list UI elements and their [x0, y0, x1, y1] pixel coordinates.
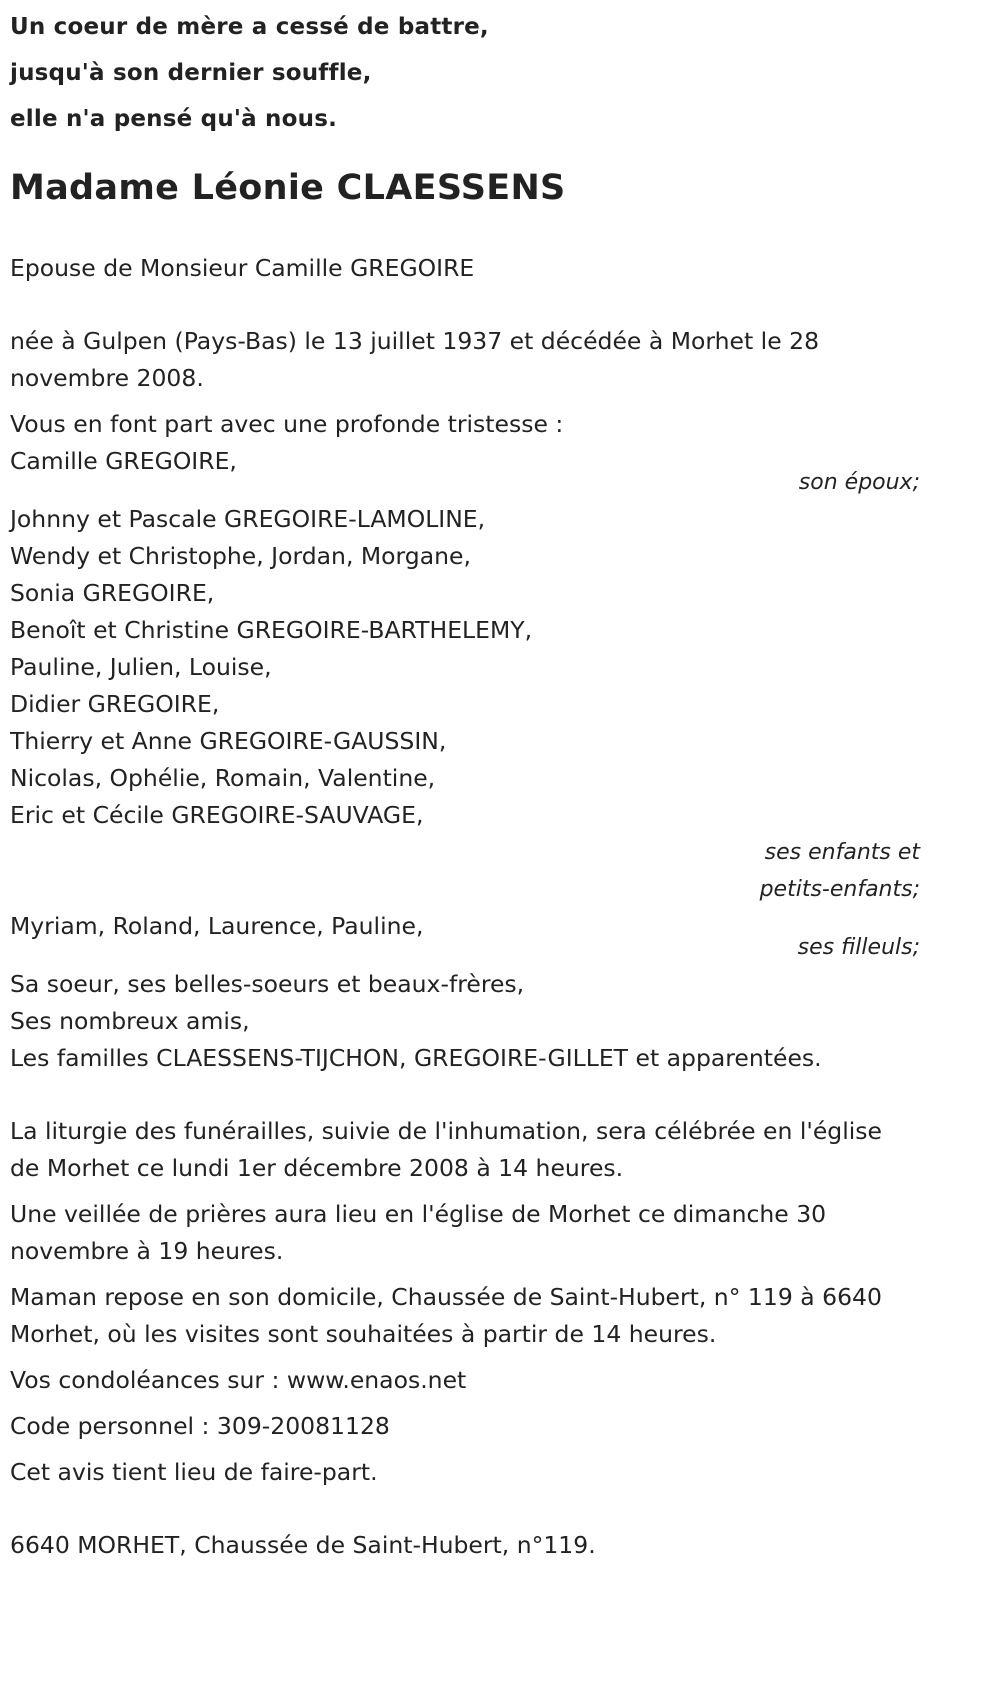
birth-death-line: novembre 2008.	[10, 364, 204, 392]
birth-death-line: née à Gulpen (Pays-Bas) le 13 juillet 1937 et décédée à Morhet le 28	[10, 327, 820, 355]
spouse-line: Epouse de Monsieur Camille GREGOIRE	[10, 254, 475, 282]
epigraph-line: jusqu'à son dernier souffle,	[10, 60, 372, 86]
epigraph	[10, 0, 920, 142]
liturgy-line: de Morhet ce lundi 1er décembre 2008 à 14 heures.	[10, 1154, 624, 1182]
other-family-list	[10, 966, 920, 1077]
children-list-item: Didier GREGOIRE,	[10, 690, 220, 718]
vigil-line: novembre à 19 heures.	[10, 1237, 284, 1265]
condolences-line: Vos condoléances sur : www.enaos.net	[10, 1366, 467, 1394]
rest-paragraph	[10, 1279, 920, 1353]
deceased-name: Madame Léonie CLAESSENS	[10, 168, 566, 208]
obituary-notice	[10, 0, 920, 1564]
children-list-item: Nicolas, Ophélie, Romain, Valentine,	[10, 764, 436, 792]
epigraph-line: Un coeur de mère a cessé de battre,	[10, 14, 489, 40]
vigil-line: Une veillée de prières aura lieu en l'église de Morhet ce dimanche 30	[10, 1200, 827, 1228]
children-list-item: Benoît et Christine GREGOIRE-BARTHELEMY,	[10, 616, 533, 644]
other-family-item: Ses nombreux amis,	[10, 1007, 250, 1035]
spouse-relation: son époux;	[798, 470, 920, 495]
children-list-item: Eric et Cécile GREGOIRE-SAUVAGE,	[10, 801, 424, 829]
liturgy-paragraph	[10, 1113, 920, 1187]
personal-code: Code personnel : 309-20081128	[10, 1412, 390, 1440]
epigraph-line: elle n'a pensé qu'à nous.	[10, 106, 338, 132]
rest-line: Morhet, où les visites sont souhaitées à partir de 14 heures.	[10, 1320, 717, 1348]
address-line: 6640 MORHET, Chaussée de Saint-Hubert, n°119.	[10, 1531, 596, 1559]
godchildren-names: Myriam, Roland, Laurence, Pauline,	[10, 912, 424, 940]
children-list-item: Wendy et Christophe, Jordan, Morgane,	[10, 542, 471, 570]
spouse-name: Camille GREGOIRE,	[10, 447, 237, 475]
godchildren-relation: ses filleuls;	[797, 935, 920, 960]
other-family-item: Sa soeur, ses belles-soeurs et beaux-frères,	[10, 970, 525, 998]
announcement-intro: Vous en font part avec une profonde tristesse :	[10, 410, 564, 438]
rest-line: Maman repose en son domicile, Chaussée de Saint-Hubert, n° 119 à 6640	[10, 1283, 882, 1311]
children-list-item: Thierry et Anne GREGOIRE-GAUSSIN,	[10, 727, 447, 755]
children-list	[10, 501, 920, 834]
liturgy-line: La liturgie des funérailles, suivie de l'inhumation, sera célébrée en l'église	[10, 1117, 882, 1145]
children-list-item: Johnny et Pascale GREGOIRE-LAMOLINE,	[10, 505, 486, 533]
other-family-item: Les familles CLAESSENS-TIJCHON, GREGOIRE-GILLET et apparentées.	[10, 1044, 822, 1072]
children-list-item: Sonia GREGOIRE,	[10, 579, 215, 607]
children-list-item: Pauline, Julien, Louise,	[10, 653, 272, 681]
children-relation: ses enfants et	[764, 840, 920, 865]
vigil-paragraph	[10, 1196, 920, 1270]
notice-line: Cet avis tient lieu de faire-part.	[10, 1458, 378, 1486]
children-relation: petits-enfants;	[759, 877, 920, 902]
birth-death-paragraph	[10, 323, 920, 397]
